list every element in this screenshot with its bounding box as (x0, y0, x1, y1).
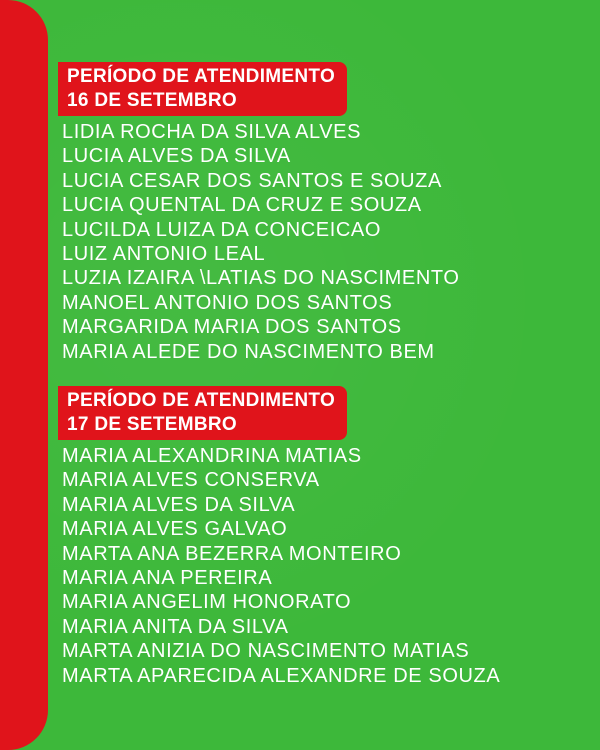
header-date: 17 DE SETEMBRO (67, 414, 237, 435)
red-side-bar (0, 0, 48, 750)
list-item: LUCIA ALVES DA SILVA (62, 145, 291, 168)
list-item: LUCILDA LUIZA DA CONCEICAO (62, 218, 382, 241)
list-item: LUIZ ANTONIO LEAL (62, 242, 266, 265)
list-item: MARIA ALVES CONSERVA (62, 469, 320, 492)
section-16-setembro (58, 62, 460, 364)
list-item: MARGARIDA MARIA DOS SANTOS (62, 316, 402, 339)
list-item: MARTA APARECIDA ALEXANDRE DE SOUZA (62, 664, 501, 687)
list-item: LUCIA QUENTAL DA CRUZ E SOUZA (62, 194, 422, 217)
list-item: MARIA ALEDE DO NASCIMENTO BEM (62, 340, 435, 363)
list-item: MARTA ANIZIA DO NASCIMENTO MATIAS (62, 640, 470, 663)
list-item: MARIA ALEXANDRINA MATIAS (62, 445, 362, 467)
list-item: MARIA ALVES GALVAO (62, 518, 288, 541)
list-item: LUCIA CESAR DOS SANTOS E SOUZA (62, 169, 442, 192)
section-header (58, 386, 347, 440)
list-item: MARIA ALVES DA SILVA (62, 493, 296, 516)
list-item: MARIA ANGELIM HONORATO (62, 591, 352, 614)
header-title: PERÍODO DE ATENDIMENTO (67, 66, 336, 87)
list-item: MARIA ANITA DA SILVA (62, 615, 289, 638)
list-item: MARTA ANA BEZERRA MONTEIRO (62, 542, 402, 565)
list-item: MANOEL ANTONIO DOS SANTOS (62, 291, 393, 314)
section-header (58, 62, 347, 116)
header-date: 16 DE SETEMBRO (67, 90, 237, 111)
name-list (58, 444, 500, 688)
list-item: LUZIA IZAIRA \LATIAS DO NASCIMENTO (62, 267, 460, 290)
list-item: MARIA ANA PEREIRA (62, 566, 273, 589)
list-item: LIDIA ROCHA DA SILVA ALVES (62, 121, 362, 143)
header-title: PERÍODO DE ATENDIMENTO (67, 390, 336, 411)
section-17-setembro (58, 386, 500, 688)
name-list (58, 120, 460, 364)
